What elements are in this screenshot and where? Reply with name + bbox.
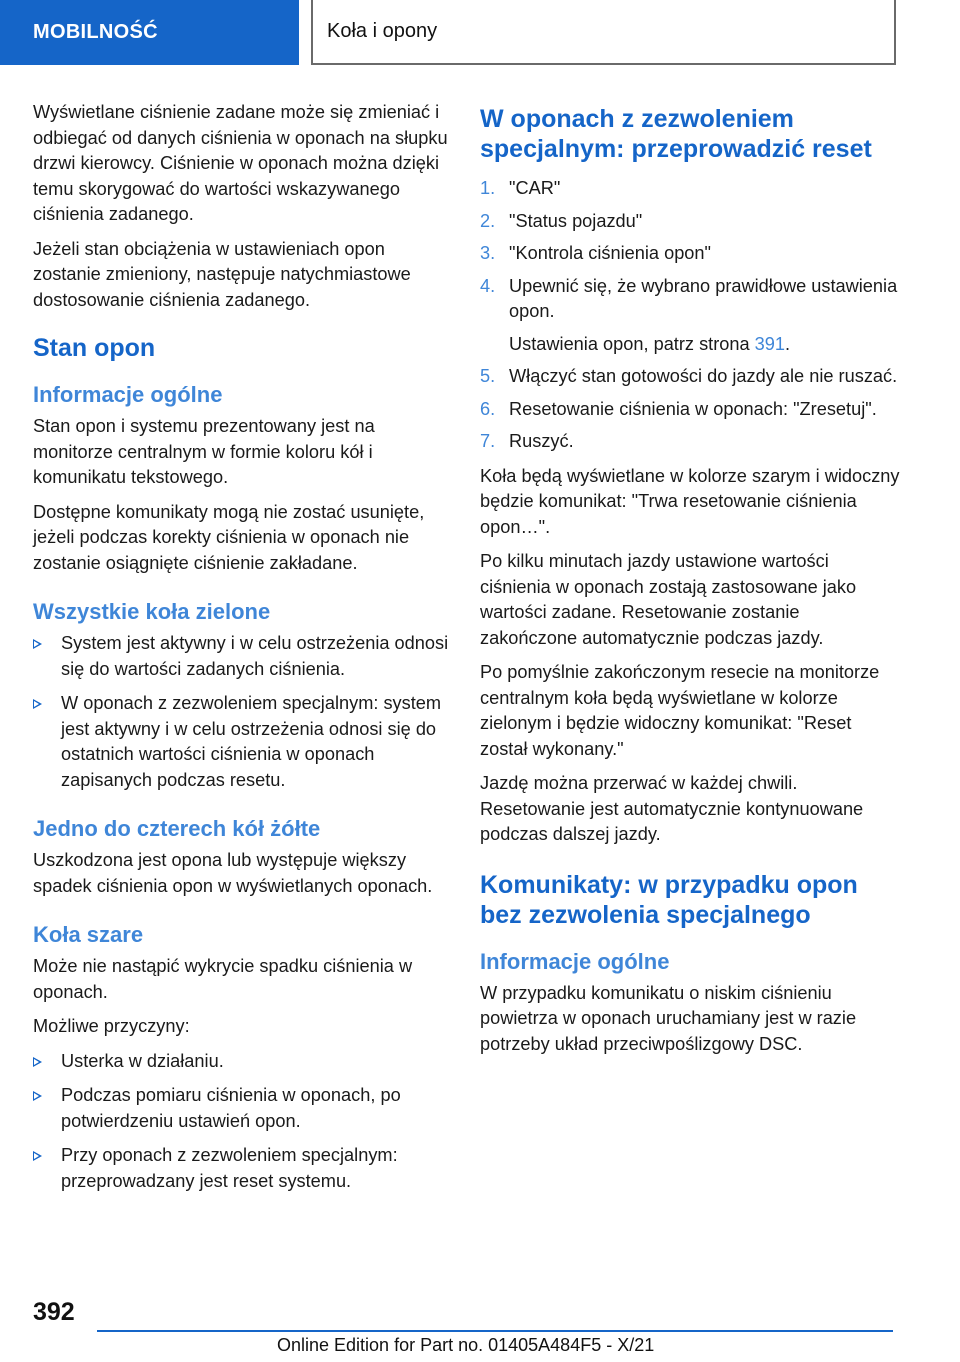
reset-steps-list	[480, 176, 900, 455]
triangle-bullet-icon	[33, 639, 42, 649]
section-title-komunikaty: Komunikaty: w przypadku opon bez zezwolenia specjalnego	[480, 870, 858, 929]
after-paragraph-4: Jazdę można przerwać w każdej chwili. Resetowanie jest automatycznie kontynuowane podczas dalszej jazdy.	[480, 773, 864, 844]
left-column	[33, 100, 453, 1203]
header-chapter-tab[interactable]	[311, 0, 896, 65]
grey-paragraph-1: Może nie nastąpić wykrycie spadku ciśnienia w oponach.	[33, 956, 413, 1002]
intro-paragraph-2: Jeżeli stan obciążenia w ustawieniach opon zostanie zmieniony, następuje natychmiastowe dostosowanie ciśnienia zadanego.	[33, 238, 411, 310]
intro-paragraph-1: Wyświetlane ciśnienie zadane może się zmieniać i odbiegać od danych ciśnienia w oponach na słupku drzwi kierowcy. Ciśnienie w oponach można dzięki temu skorygować do wartości wskazywanego ciśnienia zadanego.	[33, 102, 448, 224]
after-paragraph-2: Po kilku minutach jazdy ustawione wartości ciśnienia w oponach zostają zastosowane jako wartości zadane. Resetowanie zostanie zakończone automatycznie podczas jazdy.	[480, 551, 857, 648]
subsection-title-informacje: Informacje ogólne	[33, 382, 223, 407]
header-section-label: MOBILNOŚĆ	[33, 21, 158, 43]
list-item: System jest aktywny i w celu ostrzeżenia odnosi się do wartości zadanych ciśnienia.	[33, 631, 453, 682]
info-paragraph-2: Dostępne komunikaty mogą nie zostać usunięte, jeżeli podczas korekty ciśnienia w oponach nie zostanie osiągnięte ciśnienie zakładane.	[33, 501, 425, 573]
step-number: 1.	[480, 178, 496, 198]
green-list	[33, 631, 453, 793]
step-number: 7.	[480, 431, 496, 451]
step-item: 1. "CAR"	[480, 176, 900, 202]
step-number: 3.	[480, 243, 496, 263]
yellow-paragraph: Uszkodzona jest opona lub występuje większy spadek ciśnienia opon w wyświetlanych oponach.	[33, 850, 433, 896]
after-paragraph-3: Po pomyślnie zakończonym resecie na monitorze centralnym koła będą wyświetlane w kolorze zielonym i będzie widoczny komunikat: "Reset został wykonany."	[480, 662, 880, 759]
step-item: 4. Upewnić się, że wybrano prawidłowe ustawienia opon. Ustawienia opon, patrz strona 391.	[480, 274, 900, 358]
triangle-bullet-icon	[33, 1057, 42, 1067]
section-title-reset: W oponach z zezwoleniem specjalnym: przeprowadzić reset	[480, 105, 872, 163]
footer-divider	[97, 1330, 893, 1332]
triangle-bullet-icon	[33, 1151, 42, 1161]
grey-list	[33, 1049, 453, 1195]
step-reference: Ustawienia opon, patrz strona 391.	[509, 333, 791, 354]
list-item: Przy oponach z zezwoleniem specjalnym: przeprowadzany jest reset systemu.	[33, 1143, 453, 1194]
step-item: 7. Ruszyć.	[480, 429, 900, 455]
info-paragraph-1: Stan opon i systemu prezentowany jest na monitorze centralnym w formie koloru kół i komunikatu tekstowego.	[33, 416, 375, 487]
header-section-tab[interactable]	[0, 0, 299, 65]
step-item: 6. Resetowanie ciśnienia w oponach: "Zresetuj".	[480, 397, 900, 423]
page-number: 392	[33, 1298, 75, 1326]
list-item: Usterka w działaniu.	[33, 1049, 453, 1075]
right-column	[480, 100, 900, 1066]
triangle-bullet-icon	[33, 699, 42, 709]
section-title-stan-opon: Stan opon	[33, 334, 156, 362]
step-number: 2.	[480, 210, 496, 231]
step-number: 5.	[480, 366, 496, 386]
page-reference-link[interactable]: 391	[754, 333, 786, 354]
subsection-title-green: Wszystkie koła zielone	[33, 599, 271, 624]
step-item: 2. "Status pojazdu"	[480, 209, 900, 235]
list-item: W oponach z zezwoleniem specjalnym: system jest aktywny i w celu ostrzeżenia odnosi się do ostatnich wartości ciśnienia w oponach zapisanych podczas resetu.	[33, 691, 453, 793]
header-chapter-label: Koła i opony	[327, 20, 438, 42]
subsection-title-yellow: Jedno do czterech kół żółte	[33, 816, 321, 841]
step-item: 5. Włączyć stan gotowości do jazdy ale nie ruszać.	[480, 364, 900, 390]
step-number: 4.	[480, 275, 496, 296]
step-number: 6.	[480, 398, 496, 419]
msg-paragraph: W przypadku komunikatu o niskim ciśnieniu powietrza w oponach uruchamiany jest w razie potrzeby układ przeciwpoślizgowy DSC.	[480, 982, 857, 1054]
grey-paragraph-2: Możliwe przyczyny:	[33, 1016, 190, 1036]
subsection-title-msg-info: Informacje ogólne	[480, 948, 670, 974]
step-item: 3. "Kontrola ciśnienia opon"	[480, 241, 900, 267]
footer-edition: Online Edition for Part no. 01405A484F5 - X/21	[277, 1335, 655, 1355]
after-paragraph-1: Koła będą wyświetlane w kolorze szarym i widoczny będzie komunikat: "Trwa resetowanie ciśnienia opon…".	[480, 465, 900, 537]
subsection-title-grey: Koła szare	[33, 922, 144, 947]
triangle-bullet-icon	[33, 1091, 42, 1101]
list-item: Podczas pomiaru ciśnienia w oponach, po potwierdzeniu ustawień opon.	[33, 1083, 453, 1134]
